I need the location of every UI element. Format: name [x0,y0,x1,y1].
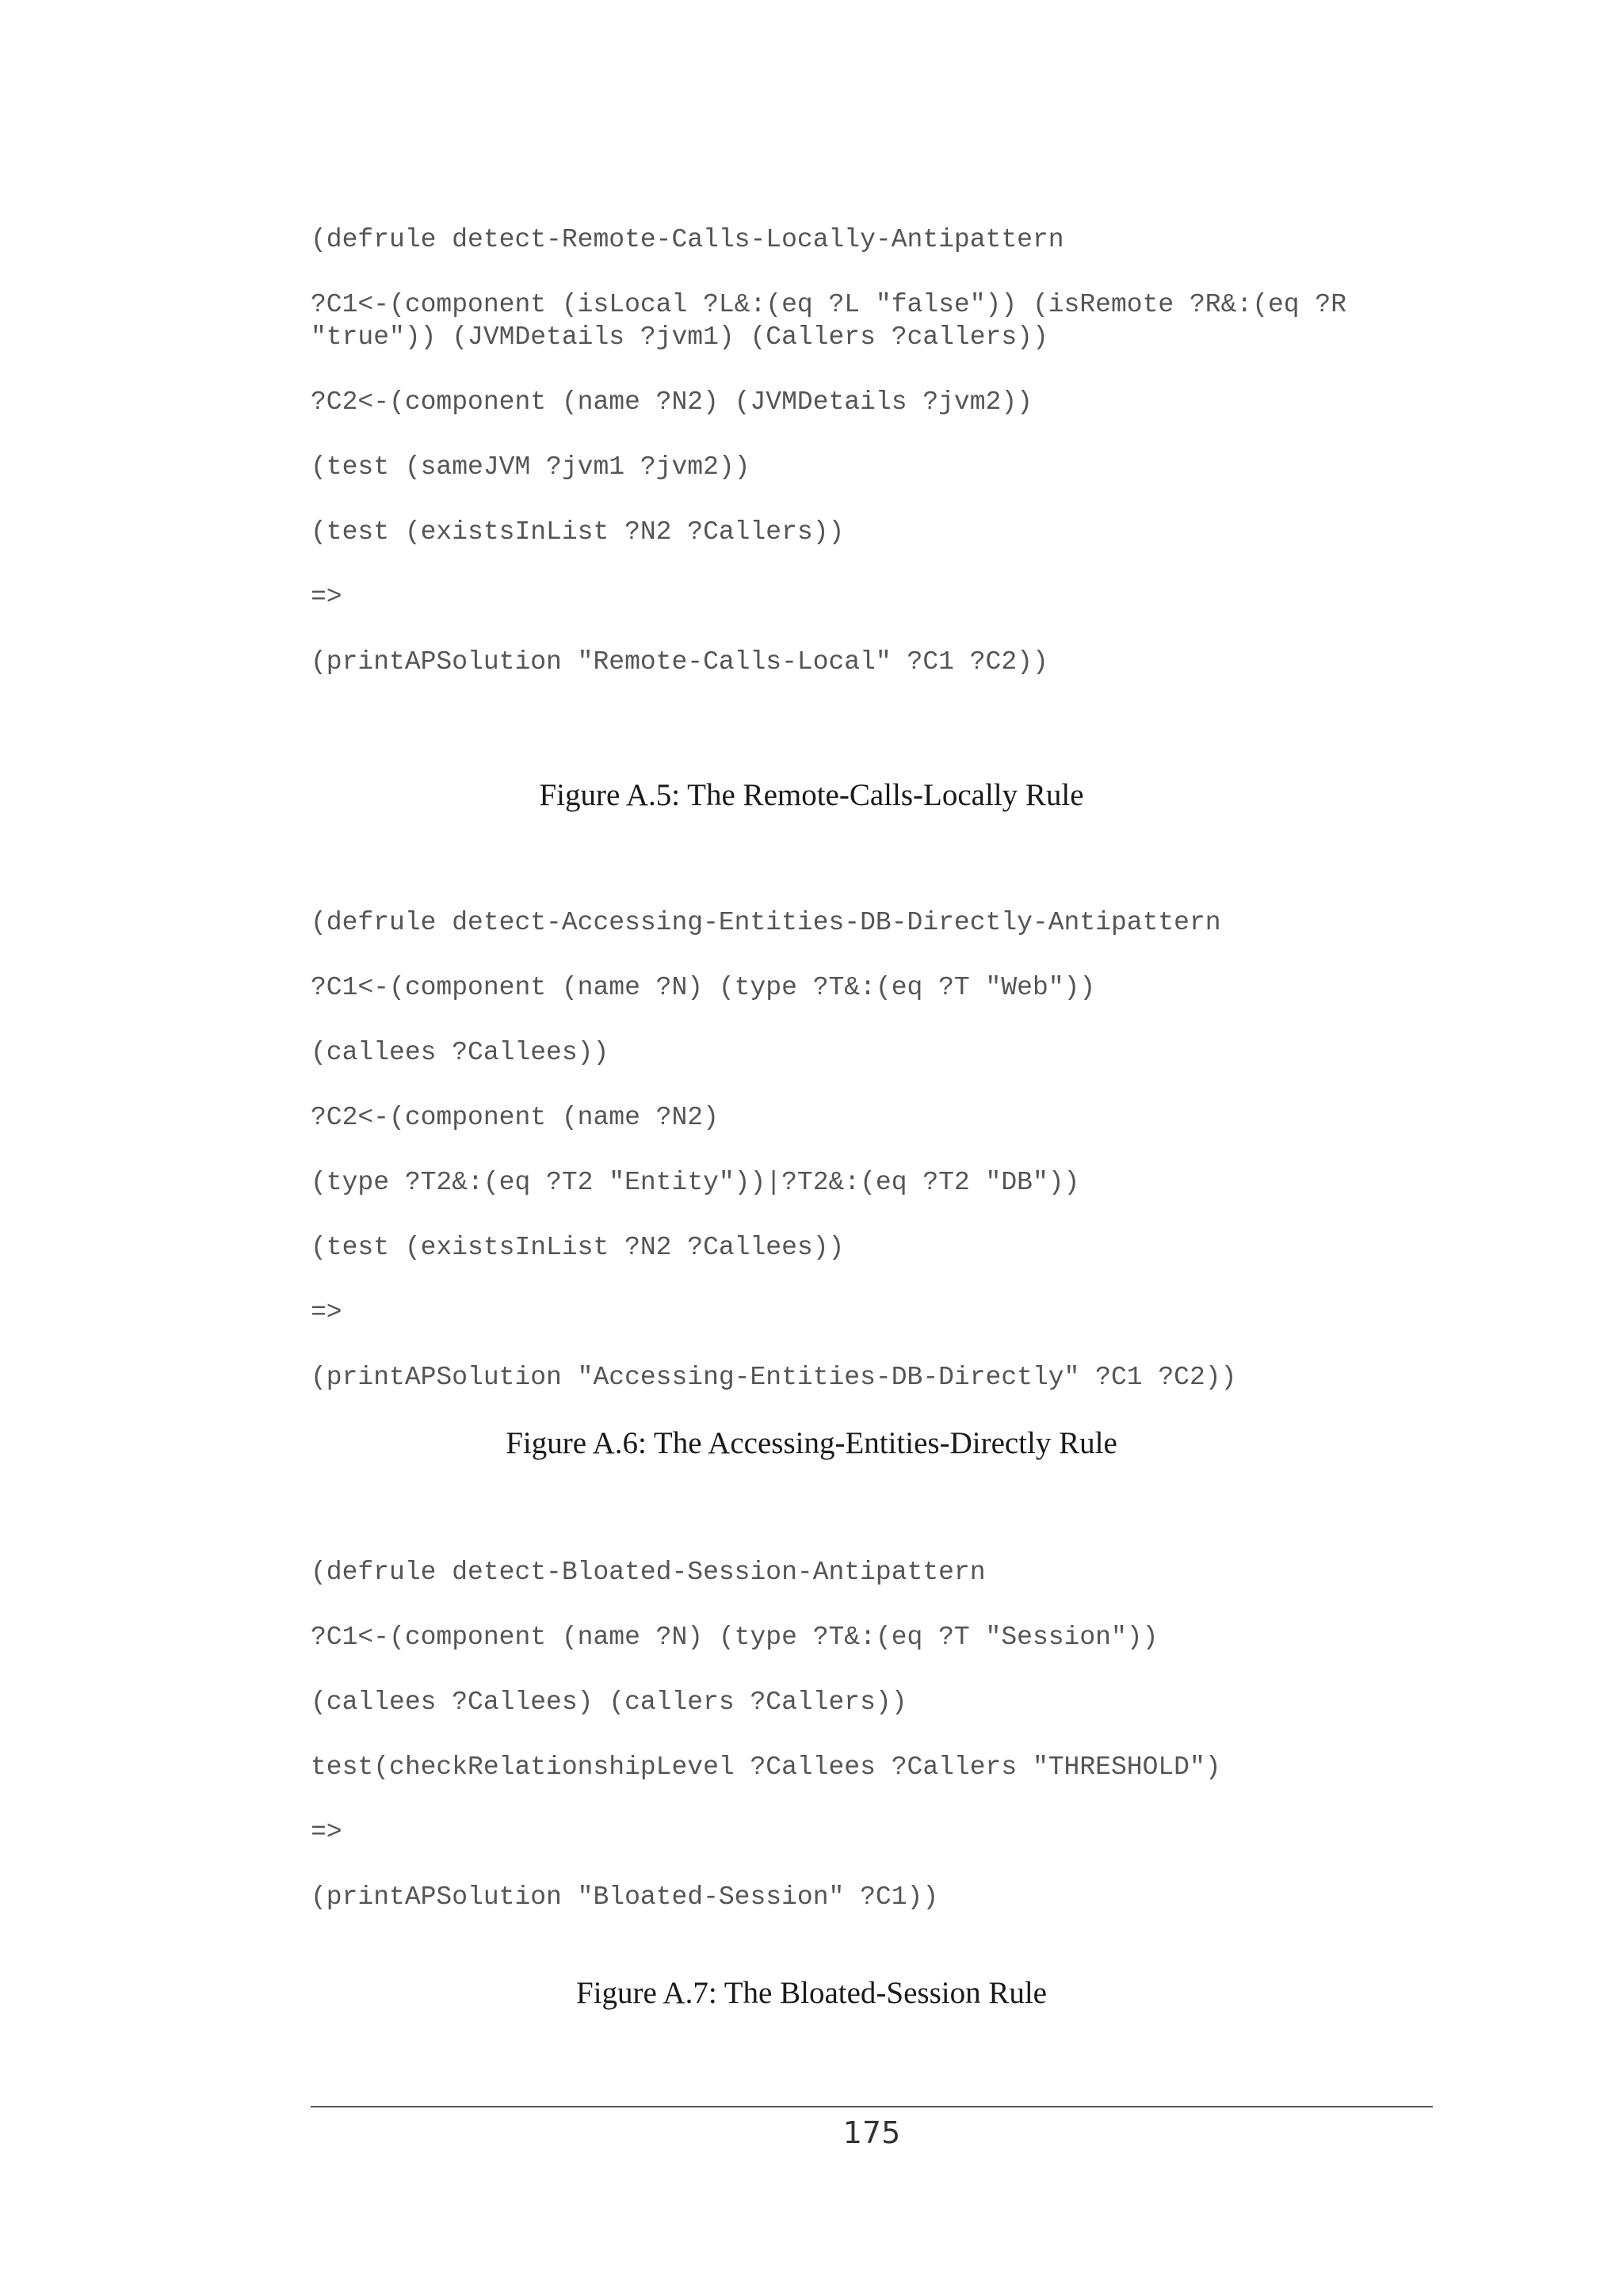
code-line: (printAPSolution "Remote-Calls-Local" ?C1 ?C2)) [311,647,1048,677]
code-line: (printAPSolution "Bloated-Session" ?C1)) [311,1882,939,1912]
code-line: => [311,1817,342,1847]
code-line: (defrule detect-Bloated-Session-Antipattern [311,1558,986,1587]
code-line: "true")) (JVMDetails ?jvm1) (Callers ?callers)) [311,322,1048,352]
figure-caption-a6: Figure A.6: The Accessing-Entities-Directly Rule [506,1426,1117,1460]
code-line: ?C1<-(component (name ?N) (type ?T&:(eq ?T "Web")) [311,973,1096,1002]
code-line: ?C1<-(component (name ?N) (type ?T&:(eq ?T "Session")) [311,1623,1159,1652]
code-line: (test (existsInList ?N2 ?Callees)) [311,1233,845,1262]
code-line: (type ?T2&:(eq ?T2 "Entity"))|?T2&:(eq ?T2 "DB")) [311,1168,1080,1197]
page-number: 175 [842,2115,901,2150]
figure-caption-a5: Figure A.5: The Remote-Calls-Locally Rule [539,778,1084,812]
code-line: ?C2<-(component (name ?N2) [311,1103,719,1132]
figure-caption-a7: Figure A.7: The Bloated-Session Rule [576,1976,1047,2010]
code-line: ?C1<-(component (isLocal ?L&:(eq ?L "false")) (isRemote ?R&:(eq ?R [311,290,1347,319]
code-line: (defrule detect-Accessing-Entities-DB-Directly-Antipattern [311,908,1221,937]
code-line: (test (sameJVM ?jvm1 ?jvm2)) [311,452,750,482]
code-line: (printAPSolution "Accessing-Entities-DB-Directly" ?C1 ?C2)) [311,1363,1237,1392]
code-line: (callees ?Callees)) [311,1038,609,1067]
code-line: => [311,1298,342,1327]
code-line: test(checkRelationshipLevel ?Callees ?Callers "THRESHOLD") [311,1753,1221,1782]
code-line: ?C2<-(component (name ?N2) (JVMDetails ?jvm2)) [311,387,1033,417]
code-line: => [311,582,342,612]
code-line: (defrule detect-Remote-Calls-Locally-Antipattern [311,225,1064,254]
code-line: (callees ?Callees) (callers ?Callers)) [311,1688,907,1717]
code-line: (test (existsInList ?N2 ?Callers)) [311,517,845,547]
footer-divider [311,2106,1433,2107]
